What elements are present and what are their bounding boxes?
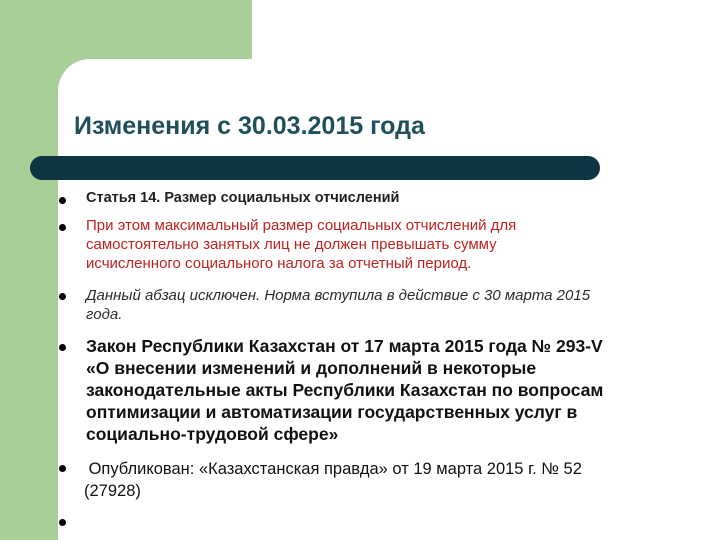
bullet-dot [59,465,66,472]
title-divider-bar [30,156,600,180]
list-item-line: При этом максимальный размер социальных отчислений для [86,217,517,234]
list-item-paragraph-excluded [86,286,590,324]
bullet-dot [59,224,66,231]
list-item-line: Опубликован: «Казахстанская правда» от 19 марта 2015 г. № 52 [84,460,582,478]
list-item-max-contribution [86,216,516,273]
bullet-dot-empty [59,519,66,526]
bullet-dot [59,197,66,204]
list-item-line: года. [86,306,123,323]
list-item-line: Данный абзац исключен. Норма вступила в действие с 30 марта 2015 [86,287,591,304]
slide-title: Изменения с 30.03.2015 года [74,112,425,140]
list-item-line: «О внесении изменений и дополнений в некоторые [86,358,537,378]
list-item-line: Статья 14. Размер социальных отчислений [86,190,400,206]
list-item-article-14 [86,189,399,208]
list-item-law-reference [86,335,603,445]
bullet-dot [59,293,66,300]
list-item-line: (27928) [84,482,141,500]
list-item-line: законодательные акты Республики Казахстан по вопросам [86,380,604,400]
list-item-line: социально-трудовой сфере» [86,424,339,444]
bullet-dot [59,344,66,351]
list-item-line: Закон Республики Казахстан от 17 марта 2015 года № 293-V [86,336,603,356]
list-item-line: самостоятельно занятых лиц не должен превышать сумму [86,236,497,253]
list-item-publication [84,458,582,502]
list-item-line: оптимизации и автоматизации государственных услуг в [86,402,578,422]
list-item-line: исчисленного социального налога за отчетный период. [86,255,472,272]
